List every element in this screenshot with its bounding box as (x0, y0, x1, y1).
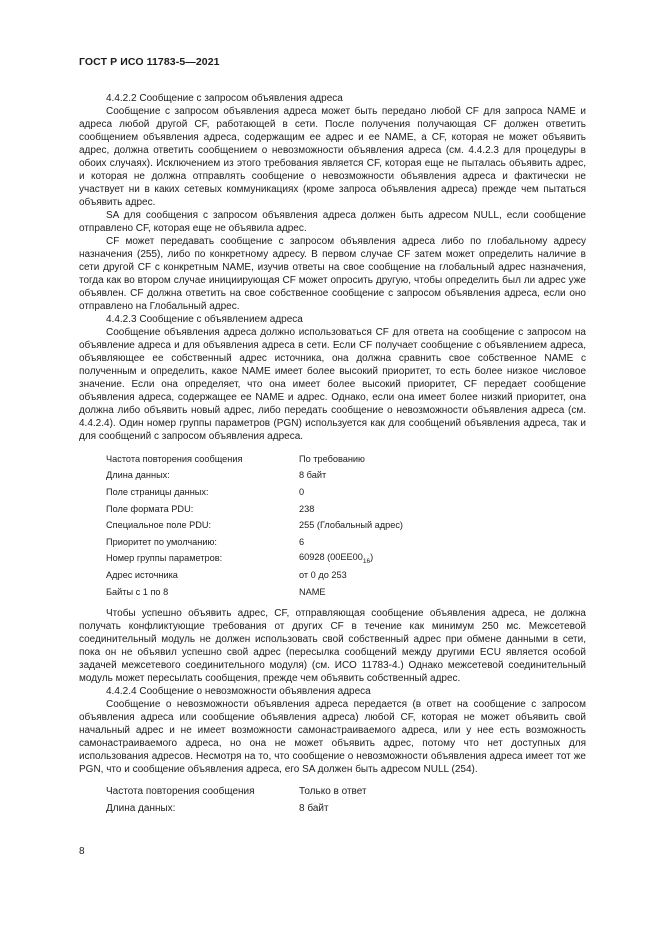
parameter-key: Байты с 1 по 8 (106, 586, 169, 597)
page-number: 8 (79, 846, 85, 857)
parameter-key: Приоритет по умолчанию: (106, 536, 217, 547)
parameter-value: 255 (Глобальный адрес) (299, 520, 403, 531)
pgn-value: 60928 (00EE00 (299, 551, 363, 562)
paragraph: CF может передавать сообщение с запросом объявления адреса либо по глобальному адресу назначения (255), либо по конкретному адресу. В первом случае CF затем может определить наличие в сети другой CF с конкретным NAME, изучив ответы на свое сообщение на глобальный адрес назначения, тогда как во втором случае инициирующая CF может опросить другую, чтобы определить был ли адрес уже объявлен. CF должна ответить на свое собственное сообщение с запросом объявления адреса, если оно отправлено на Глобальный адрес. (79, 236, 586, 312)
parameter-key: Поле формата PDU: (106, 503, 194, 514)
paragraph: Чтобы успешно объявить адрес, CF, отправляющая сообщение объявления адреса, не должна получать конфликтующие требования от других CF в течение как минимум 250 мс. Межсетевой соединительный модуль не должен использовать свой собственный адрес при обмене данными в сети, пока он не объявил успешно свой адрес (пересылка сообщений между другими ECU является особой задачей межсетевого соединительного модуля) (см. ИСО 11783-4.) Однако межсетевой соединительный модуль может пересылать сообщения, прежде чем объявить собственный адрес. (79, 607, 586, 684)
parameter-value: 6 (299, 536, 305, 547)
parameter-row (106, 584, 403, 601)
parameter-value-pgn (299, 551, 403, 568)
paragraph: Сообщение с запросом объявления адреса может быть передано любой CF для запроса NAME и адреса любой другой CF, работающей в сети. После получения получающая CF должен ответить сообщением объявления адреса, содержащим ее адрес и ее NAME, а CF, которая не может объявить адрес, должна ответить сообщением о невозможности объявления адреса (см. 4.4.2.3 для процедуры в обоих случаях). Исключением из этого требования является CF, которая еще не пыталась объявить адрес, и которая не должна отправлять сообщение о невозможности объявления адреса и фактически не участвует ни в каких сетевых коммуникациях (кроме запроса объявления адреса) прежде чем пытаться объявить адрес. (79, 106, 586, 208)
parameter-value: 8 байт (299, 470, 327, 481)
parameter-value: 238 (299, 503, 315, 514)
pgn-tail: ) (370, 551, 374, 562)
section-heading-4-4-2-4: 4.4.2.4 Сообщение о невозможности объявления адреса (106, 685, 371, 697)
parameter-value: 8 байт (299, 802, 329, 814)
parameter-row (106, 484, 403, 501)
parameter-table-cannot-claim (106, 783, 367, 817)
parameter-row (106, 551, 403, 568)
section-heading-4-4-2-3: 4.4.2.3 Сообщение с объявлением адреса (106, 314, 303, 325)
parameter-value: 0 (299, 486, 305, 497)
parameter-row (106, 517, 403, 534)
parameter-key: Адрес источника (106, 570, 178, 581)
parameter-value: Только в ответ (299, 785, 367, 797)
parameter-key: Частота повторения сообщения (106, 453, 243, 464)
parameter-value: NAME (299, 586, 326, 597)
parameter-key: Поле страницы данных: (106, 486, 209, 497)
parameter-row (106, 501, 403, 518)
parameter-table-address-claimed (106, 451, 403, 601)
parameter-row (106, 783, 367, 800)
paragraph: Сообщение о невозможности объявления адреса передается (в ответ на сообщение с запросом объявления адреса или сообщение объявления адреса) любой CF, которая не может объявить свой начальный адрес и не имеет возможности самонастраиваемого адреса, или у нее есть возможность самонастраиваемого адреса, но она не может объявить адрес, потому что нет доступных для использования адресов. Несмотря на то, что сообщение о невозможности объявления адреса имеет тот же PGN, что и сообщение объявления адреса, его SA должен быть адресом NULL (254). (79, 698, 586, 775)
parameter-key: Номер группы параметров: (106, 553, 223, 564)
parameter-value: от 0 до 253 (299, 570, 347, 581)
parameter-key: Длина данных: (106, 470, 170, 481)
section-heading-4-4-2-2: 4.4.2.2 Сообщение с запросом объявления адреса (106, 93, 343, 104)
parameter-row (106, 567, 403, 584)
parameter-value: По требованию (299, 453, 365, 464)
parameter-row (106, 451, 403, 468)
page-body (79, 92, 586, 817)
parameter-row (106, 800, 367, 817)
pgn-subscript: 16 (362, 557, 371, 565)
parameter-key: Частота повторения сообщения (106, 785, 255, 797)
parameter-key: Специальное поле PDU: (106, 520, 212, 531)
document-header: ГОСТ Р ИСО 11783-5—2021 (79, 56, 220, 68)
paragraph: SA для сообщения с запросом объявления адреса должен быть адресом NULL, если сообщение отправлено CF, которая еще не объявила адрес. (79, 210, 586, 234)
parameter-key: Длина данных: (106, 802, 176, 814)
parameter-row (106, 468, 403, 485)
paragraph: Сообщение объявления адреса должно использоваться CF для ответа на сообщение с запросом на объявление адреса и для объявления адреса в сети. Если CF получает сообщение с объявлением адреса, объявляющее ее собственный адрес источника, она должна сравнить свое собственное NAME с полученным и определить, какое NAME имеет более высокий приоритет, то есть более низкое числовое значение. Если она определяет, что она имеет более высокий приоритет, CF передает сообщение объявления адреса, содержащее ее NAME и адрес. Однако, если она имеет более низкий приоритет, она должна либо объявить новый адрес, либо передать сообщение о невозможности объявления адреса (см. 4.4.2.4). Один номер группы параметров (PGN) используется как для сообщений объявления адреса, так и для сообщений с запросом объявления адреса. (79, 327, 586, 442)
parameter-row (106, 534, 403, 551)
